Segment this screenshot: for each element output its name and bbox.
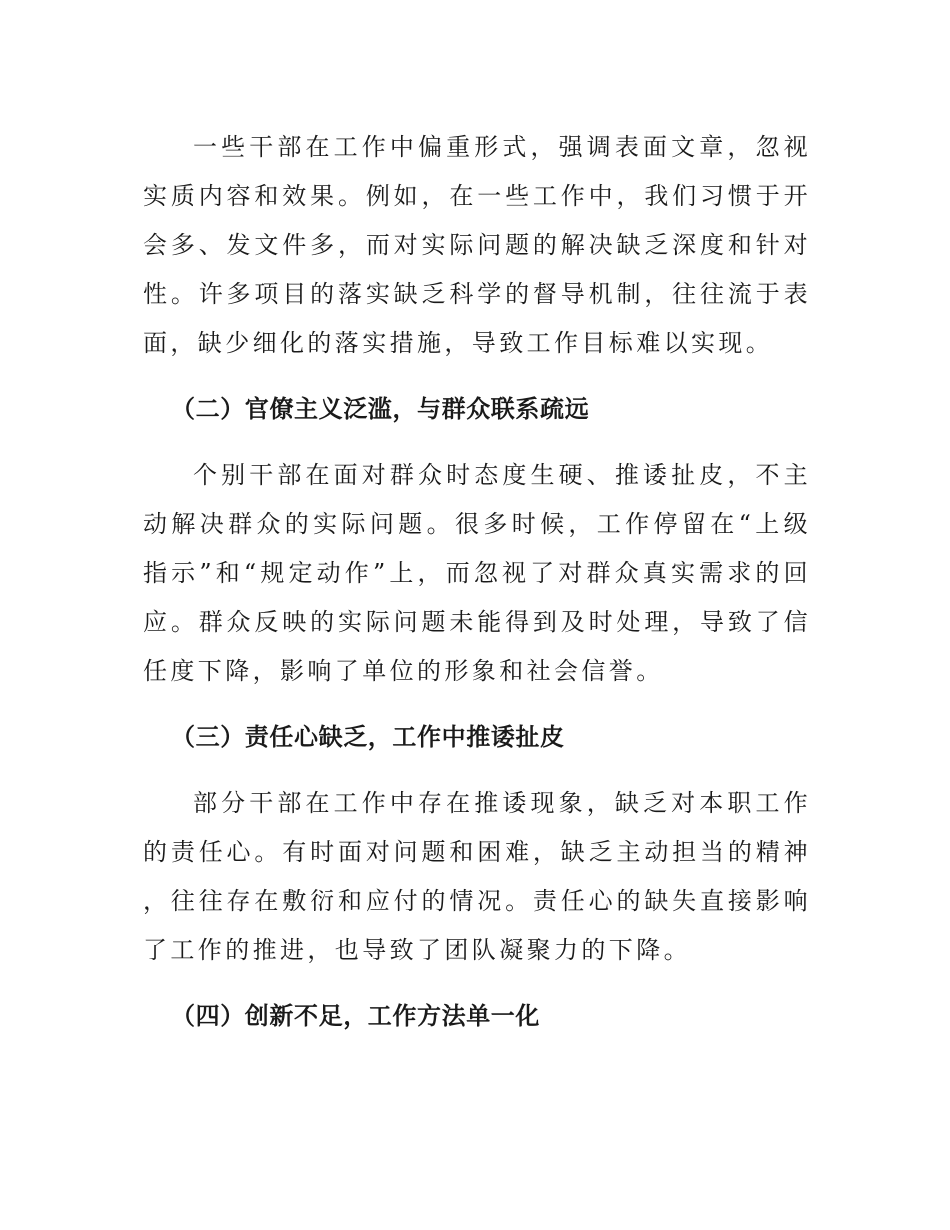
paragraph-formalism: 一些干部在工作中偏重形式，强调表面文章，忽视实质内容和效果。例如，在一些工作中，我们习惯于开会多、发文件多，而对实际问题的解决缺乏深度和针对性。许多项目的落实缺乏科学的督导机制，往往流于表面，缺少细化的落实措施，导致工作目标难以实现。 xyxy=(143,133,811,357)
spacer xyxy=(143,696,811,713)
document-body xyxy=(143,123,811,1041)
spacer xyxy=(143,368,811,385)
section-heading-4: （四）创新不足，工作方法单一化 xyxy=(171,1002,540,1030)
paragraph-bureaucracy: 个别干部在面对群众时态度生硬、推诿扯皮，不主动解决群众的实际问题。很多时候，工作停留在“上级指示”和“规定动作”上，而忽视了对群众真实需求的回应。群众反映的实际问题未能得到及时处理，导致了信任度下降，影响了单位的形象和社会信誉。 xyxy=(143,461,811,685)
spacer xyxy=(143,975,811,992)
spacer xyxy=(143,434,811,451)
section-heading-2: （二）官僚主义泛滥，与群众联系疏远 xyxy=(171,395,590,423)
spacer xyxy=(143,762,811,779)
section-heading-3: （三）责任心缺乏，工作中推诿扯皮 xyxy=(171,723,565,751)
paragraph-responsibility: 部分干部在工作中存在推诿现象，缺乏对本职工作的责任心。有时面对问题和困难，缺乏主动担当的精神，往往存在敷衍和应付的情况。责任心的缺失直接影响了工作的推进，也导致了团队凝聚力的下降。 xyxy=(143,789,811,964)
